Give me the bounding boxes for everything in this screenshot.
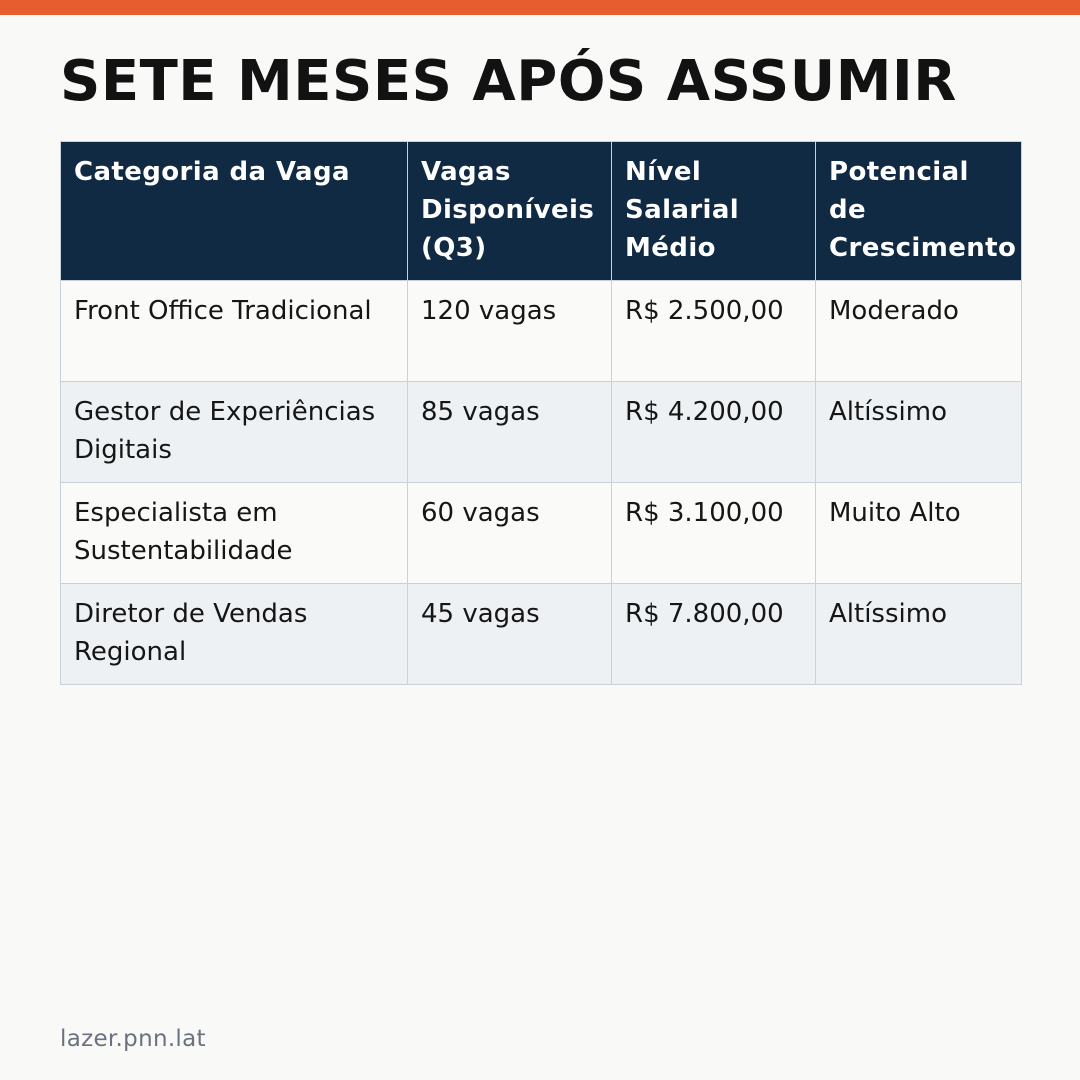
cell-growth: Moderado	[816, 281, 1022, 382]
header-line: Vagas	[421, 157, 511, 187]
header-vacancies	[408, 142, 612, 281]
header-line: Nível	[625, 157, 702, 187]
cell-category: Gestor de Experiências Digitais	[61, 382, 408, 483]
table-row	[61, 483, 1022, 584]
header-category	[61, 142, 408, 281]
cell-salary: R$ 2.500,00	[612, 281, 816, 382]
header-line: Crescimento	[829, 233, 1017, 263]
header-line: Salarial	[625, 195, 740, 225]
header-line: Categoria da Vaga	[74, 157, 350, 187]
cell-category: Front Office Tradicional	[61, 281, 408, 382]
cell-growth: Altíssimo	[816, 584, 1022, 685]
vacancies-table	[60, 141, 1022, 685]
header-line: Médio	[625, 233, 716, 263]
table-header	[61, 142, 1022, 281]
top-accent-bar	[0, 0, 1080, 15]
header-line: de	[829, 195, 867, 225]
cell-vacancies: 85 vagas	[408, 382, 612, 483]
table-row	[61, 281, 1022, 382]
cell-growth: Muito Alto	[816, 483, 1022, 584]
header-line: Disponíveis	[421, 195, 595, 225]
cell-salary: R$ 3.100,00	[612, 483, 816, 584]
footer-source: lazer.pnn.lat	[60, 1026, 206, 1052]
cell-vacancies: 60 vagas	[408, 483, 612, 584]
table-row	[61, 382, 1022, 483]
header-line: (Q3)	[421, 233, 487, 263]
table-header-row	[61, 142, 1022, 281]
cell-growth: Altíssimo	[816, 382, 1022, 483]
page-title: SETE MESES APÓS ASSUMIR	[60, 49, 957, 114]
cell-vacancies: 45 vagas	[408, 584, 612, 685]
table-row	[61, 584, 1022, 685]
table-body	[61, 281, 1022, 685]
header-salary	[612, 142, 816, 281]
cell-category: Diretor de Vendas Regional	[61, 584, 408, 685]
header-line: Potencial	[829, 157, 969, 187]
cell-category: Especialista em Sustentabilidade	[61, 483, 408, 584]
cell-salary: R$ 4.200,00	[612, 382, 816, 483]
cell-salary: R$ 7.800,00	[612, 584, 816, 685]
cell-vacancies: 120 vagas	[408, 281, 612, 382]
header-growth	[816, 142, 1022, 281]
